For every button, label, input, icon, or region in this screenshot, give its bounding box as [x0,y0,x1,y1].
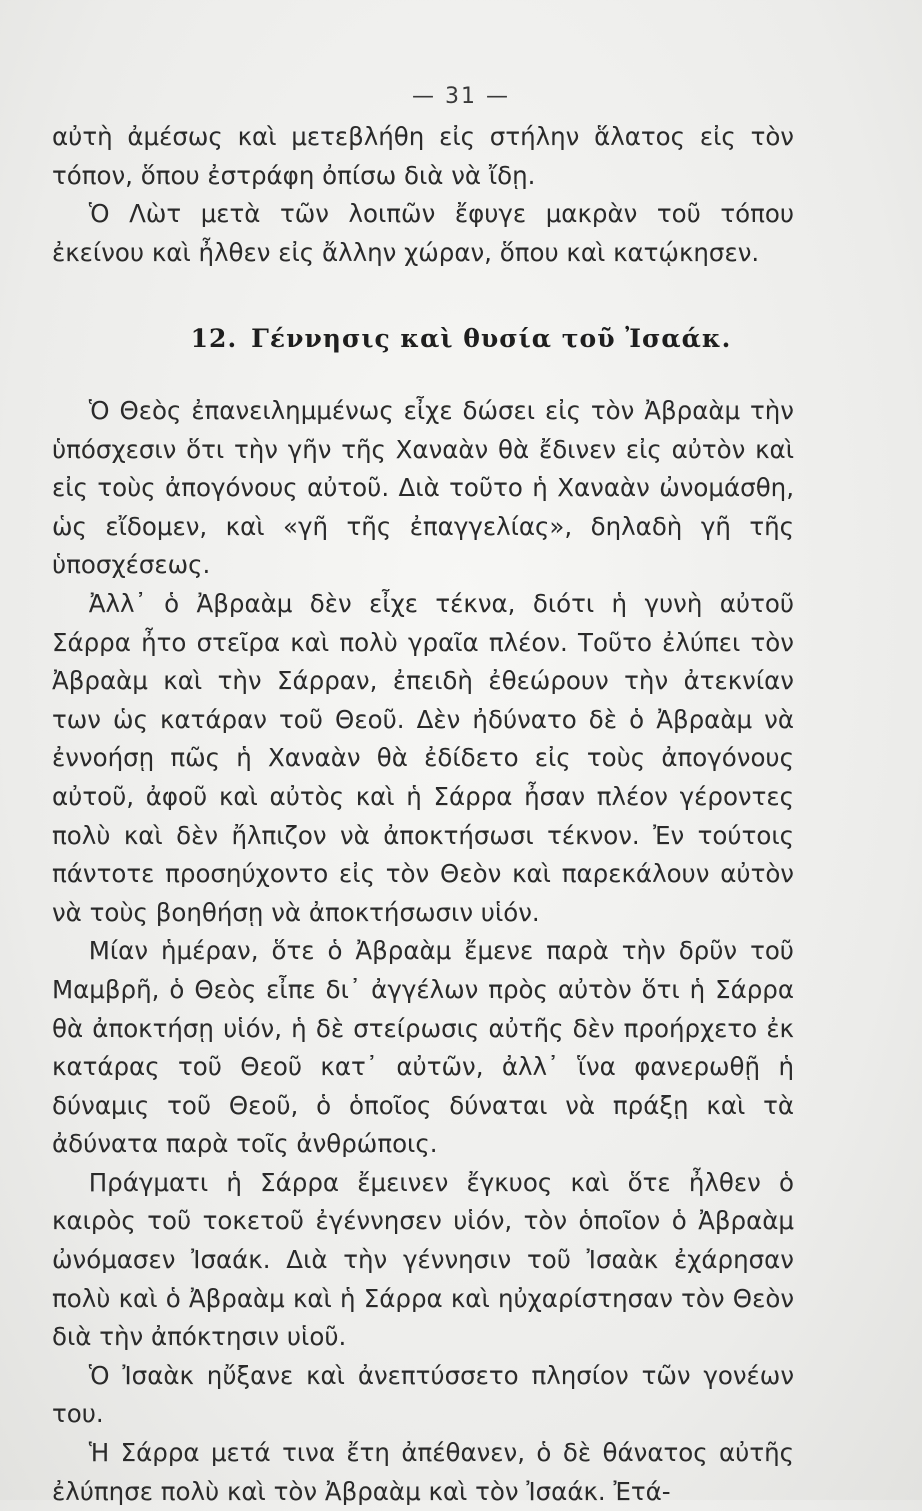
paragraph-continuation: αὐτὴ ἀμέσως καὶ μετεβλήθη εἰς στήλην ἅλατος εἰς τὸν τόπον, ὅπου ἐστράφη ὀπίσω διὰ νὰ ἴδῃ. [52,122,794,190]
paragraph-death-sarah: Ἡ Σάρρα μετά τινα ἔτη ἀπέθανεν, ὁ δὲ θάνατος αὐτῆς ἐλύπησε πολὺ καὶ τὸν Ἀβραὰμ καὶ τὸν Ἰσαάκ. Ἐτά- [52,1438,794,1506]
paragraph-promise: Ὁ Θεὸς ἐπανειλημμένως εἶχε δώσει εἰς τὸν Ἀβραὰμ τὴν ὑπόσχεσιν ὅτι τὴν γῆν τῆς Χαναὰν θὰ ἔδινεν εἰς αὐτὸν καὶ εἰς τοὺς ἀπογόνους αὐτοῦ. Διὰ τοῦτο ἡ Χαναὰν ὠνομάσθη, ὡς εἴδομεν, καὶ «γῆ τῆς ἐπαγγελίας», δηλαδὴ γῆ τῆς ὑποσχέσεως. [52,396,794,580]
paragraph-childless: Ἀλλ᾽ ὁ Ἀβραὰμ δὲν εἶχε τέκνα, διότι ἡ γυνὴ αὐτοῦ Σάρρα ἦτο στεῖρα καὶ πολὺ γραῖα πλέον. Τοῦτο ἐλύπει τὸν Ἀβραὰμ καὶ τὴν Σάρραν, ἐπειδὴ ἐθεώρουν τὴν ἀτεκνίαν των ὡς κατάραν τοῦ Θεοῦ. Δὲν ἠδύνατο δὲ ὁ Ἀβραὰμ νὰ ἐννοήσῃ πῶς ἡ Χαναὰν θὰ ἐδίδετο εἰς τοὺς ἀπογόνους αὐτοῦ, ἀφοῦ καὶ αὐτὸς καὶ ἡ Σάρρα ἦσαν πλέον γέροντες πολὺ καὶ δὲν ἤλπιζον νὰ ἀποκτήσωσι τέκνον. Ἐν τούτοις πάντοτε προσηύχοντο εἰς τὸν Θεὸν καὶ παρεκάλουν αὐτὸν νὰ τοὺς βοηθήσῃ νὰ ἀποκτήσωσιν υἱόν. [52,588,794,927]
paragraph-mamre: Μίαν ἡμέραν, ὅτε ὁ Ἀβραὰμ ἔμενε παρὰ τὴν δρῦν τοῦ Μαμβρῆ, ὁ Θεὸς εἶπε δι᾽ ἀγγέλων πρὸς αὐτὸν ὅτι ἡ Σάρρα θὰ ἀποκτήσῃ υἱόν, ἡ δὲ στείρωσις αὐτῆς δὲν προήρχετο ἐκ κατάρας τοῦ Θεοῦ κατ᾽ αὐτῶν, ἀλλ᾽ ἵνα φανερωθῇ ἡ δύναμις τοῦ Θεοῦ, ὁ ὁποῖος δύναται νὰ πράξῃ καὶ τὰ ἀδύνατα παρὰ τοῖς ἀνθρώποις. [52,936,794,1159]
section-number: 12. [190,324,238,353]
paragraph-birth: Πράγματι ἡ Σάρρα ἔμεινεν ἔγκυος καὶ ὅτε ἦλθεν ὁ καιρὸς τοῦ τοκετοῦ ἐγέννησεν υἱόν, τὸν ὁποῖον ὁ Ἀβραὰμ ὠνόμασεν Ἰσαάκ. Διὰ τὴν γέννησιν τοῦ Ἰσαὰκ ἐχάρησαν πολὺ καὶ ὁ Ἀβραὰμ καὶ ἡ Σάρρα καὶ ηὐχαρίστησαν τὸν Θεὸν διὰ τὴν ἀπόκτησιν υἱοῦ. [52,1167,794,1352]
section-title: Γέννησις καὶ θυσία τοῦ Ἰσαάκ. [251,324,732,353]
paragraph-growth: Ὁ Ἰσαὰκ ηὔξανε καὶ ἀνεπτύσσετο πλησίον τῶν γονέων του. [52,1360,794,1429]
page-number: — 31 — [412,84,510,109]
section-heading [0,324,922,353]
top-text-block [52,118,794,272]
paragraph-lot: Ὁ Λὼτ μετὰ τῶν λοιπῶν ἔφυγε μακρὰν τοῦ τόπου ἐκείνου καὶ ἦλθεν εἰς ἄλλην χώραν, ὅπου καὶ κατῴκησεν. [52,199,794,267]
main-text-block [52,392,794,1511]
